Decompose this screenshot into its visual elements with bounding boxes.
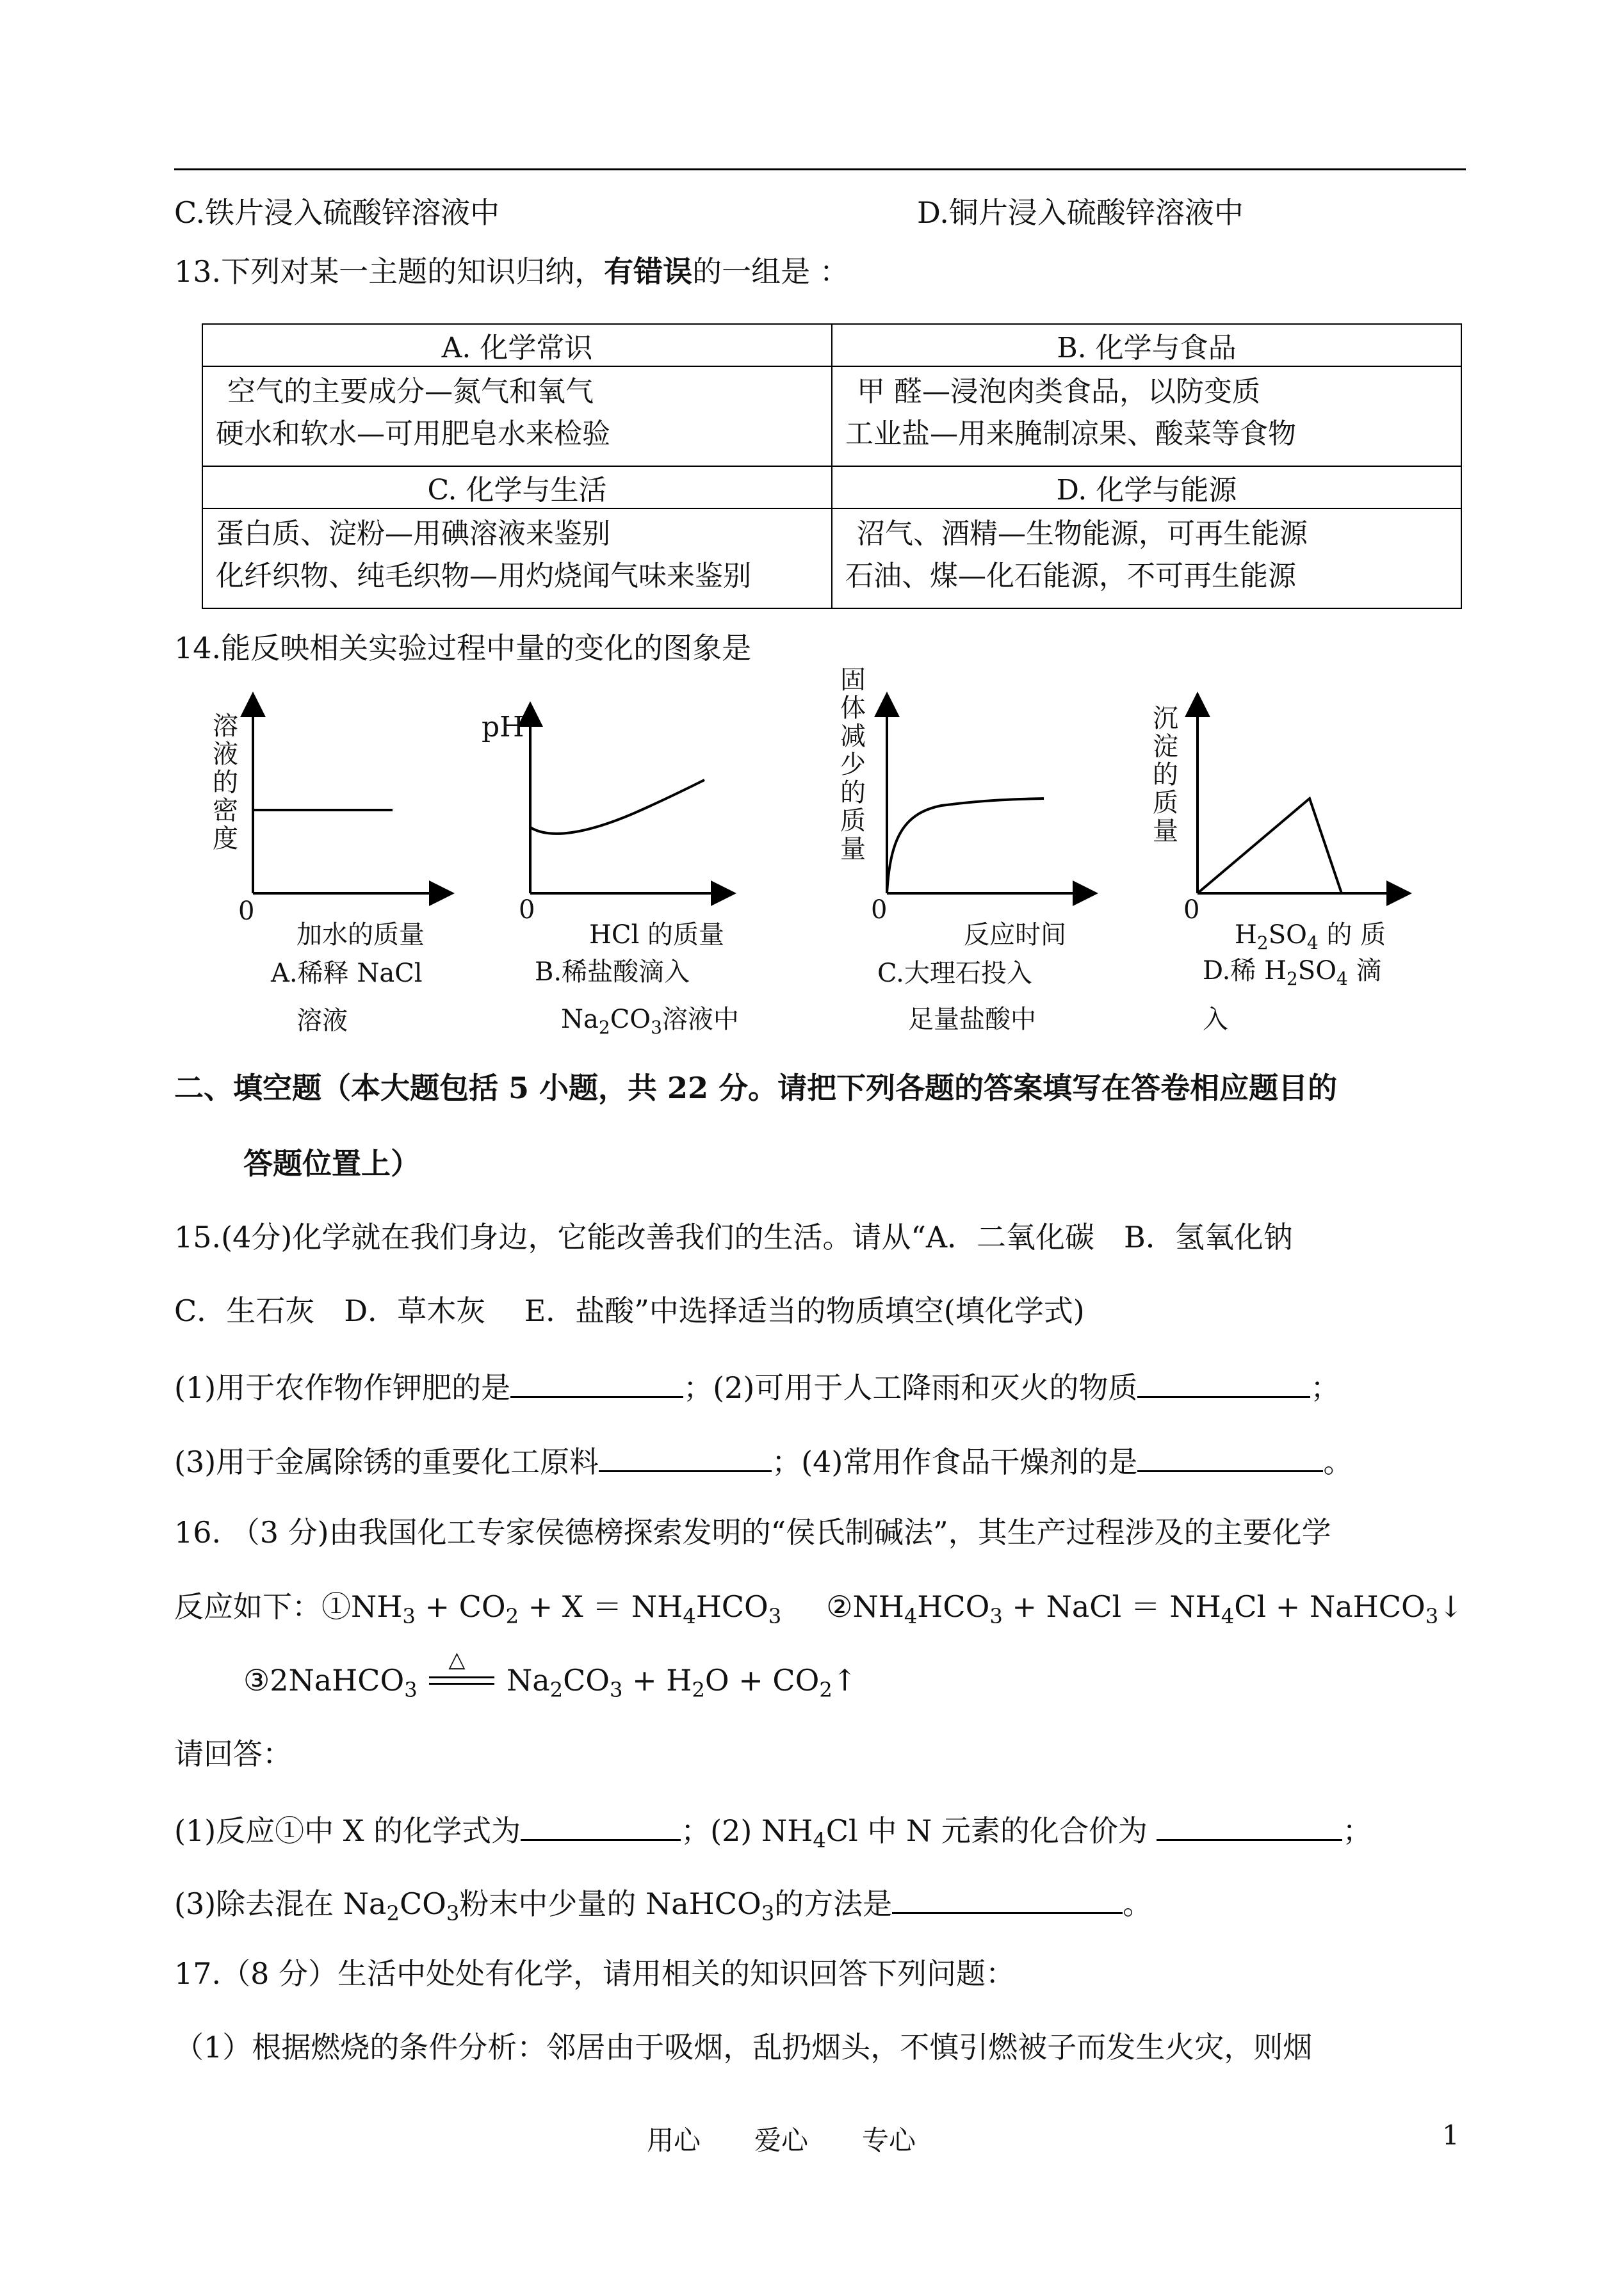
q15-blank-1[interactable] <box>510 1366 683 1398</box>
graph-b <box>530 714 724 893</box>
q15-blank-4[interactable] <box>1137 1441 1323 1472</box>
q12-option-d: D.铜片浸入硫酸锌溶液中 <box>917 195 1244 230</box>
graph-a-origin: 0 <box>238 896 255 926</box>
section2-heading-line1: 二、填空题（本大题包括 5 小题，共 22 分。请把下列各题的答案填写在答卷相应题目的 <box>174 1071 1338 1105</box>
q12-option-c: C.铁片浸入硫酸锌溶液中 <box>174 195 500 230</box>
graph-c <box>887 704 1085 893</box>
q13-stem: 13.下列对某一主题的知识归纳，有错误的一组是 ： <box>174 254 849 289</box>
q15-line3: (1)用于农作物作钾肥的是 ；(2)可用于人工降雨和灭火的物质 ； <box>174 1366 1340 1406</box>
q13-cell-d: 沼气、酒精—生物能源，可再生能源 石油、煤—化石能源，不可再生能源 <box>832 508 1461 608</box>
q16-ask: 请回答： <box>174 1737 292 1771</box>
graph-a <box>253 704 442 893</box>
graph-a-caption-2: 溶液 <box>296 1006 348 1035</box>
graph-c-xlabel: 反应时间 <box>964 920 1066 950</box>
q16-answer-line-2: (3)除去混在 $Na_2CO_3$粉末中少量的 NaHCO$_3$的方法是 。 <box>174 1883 1152 1926</box>
q13-cell-a: 空气的主要成分—氮气和氧气 硬水和软水—可用肥皂水来检验 <box>202 366 832 466</box>
q15-line1: 15.(4分)化学就在我们身边，它能改善我们的生活。请从“A．二氧化碳 B．氢氧化钠 <box>174 1220 1293 1254</box>
q17-line2: （1）根据燃烧的条件分析：邻居由于吸烟，乱扔烟头，不慎引燃被子而发生火灾，则烟 <box>174 2030 1313 2064</box>
footer-motto: 用心 爱心 专心 <box>647 2125 916 2156</box>
q16-reaction-3: ③2NaHCO$_3$ △ $Na_2CO_3 + H_2O$ + $CO_2↑$ <box>243 1647 857 1703</box>
graph-b-xlabel: HCl 的质量 <box>589 920 724 950</box>
graph-a-caption-1: A.稀释 NaCl <box>271 959 423 988</box>
graph-c-caption-1: C.大理石投入 <box>877 959 1032 988</box>
q16-blank-1[interactable] <box>521 1810 681 1841</box>
q15-line2: C．生石灰 D．草木灰 E．盐酸”中选择适当的物质填空(填化学式) <box>174 1293 1085 1328</box>
graph-a-ylabel: 溶液的密度 <box>213 711 238 854</box>
q14-stem: 14.能反映相关实验过程中量的变化的图象是 <box>174 631 752 665</box>
q16-line1: 16. （3 分)由我国化工专家侯德榜探索发明的“侯氏制碱法”，其生产过程涉及的主要化学 <box>174 1515 1331 1550</box>
graph-d <box>1198 704 1399 893</box>
q13-head-a: A. 化学常识 <box>202 324 832 366</box>
q13-head-d: D. 化学与能源 <box>832 466 1461 508</box>
graph-b-caption-2: $Na_2CO_3$溶液中 <box>561 1005 739 1038</box>
q13-cell-b: 甲 醛—浸泡肉类食品，以防变质 工业盐—用来腌制凉果、酸菜等食物 <box>832 366 1461 466</box>
q16-blank-2[interactable] <box>1157 1810 1342 1841</box>
q13-head-b: B. 化学与食品 <box>832 324 1461 366</box>
graph-b-curve <box>530 780 704 834</box>
q13-head-c: C. 化学与生活 <box>202 466 832 508</box>
q15-blank-3[interactable] <box>599 1441 772 1472</box>
heat-equals-sign: △ <box>426 1661 497 1691</box>
section2-heading-line2: 答题位置上） <box>243 1146 420 1181</box>
graph-c-ylabel: 固体减少的质量 <box>840 665 866 864</box>
q15-line4: (3)用于金属除锈的重要化工原料 ；(4)常用作食品干燥剂的是 。 <box>174 1441 1352 1480</box>
graph-b-origin: 0 <box>519 895 535 925</box>
q15-blank-2[interactable] <box>1137 1366 1310 1398</box>
graph-d-origin: 0 <box>1183 895 1200 925</box>
graph-a-xlabel: 加水的质量 <box>296 920 425 950</box>
page-number: 1 <box>1442 2120 1459 2151</box>
graph-c-caption-2: 足量盐酸中 <box>908 1005 1036 1034</box>
q16-answer-line-1: (1)反应①中 X 的化学式为 ；(2) $NH_4Cl$ 中 N 元素的化合价为 ； <box>174 1810 1372 1853</box>
q17-line1: 17.（8 分）生活中处处有化学，请用相关的知识回答下列问题： <box>174 1956 1016 1991</box>
graph-b-caption-1: B.稀盐酸滴入 <box>535 957 690 987</box>
q16-blank-3[interactable] <box>892 1883 1123 1914</box>
graph-d-caption-2: 入 <box>1203 1005 1228 1034</box>
graph-d-ylabel: 沉淀的质量 <box>1153 704 1178 846</box>
q13-cell-c: 蛋白质、淀粉—用碘溶液来鉴别 化纤织物、纯毛织物—用灼烧闻气味来鉴别 <box>202 508 832 608</box>
graph-b-ylabel: pH <box>482 711 524 743</box>
graph-c-origin: 0 <box>871 895 888 925</box>
graph-c-curve <box>887 799 1044 893</box>
graph-d-caption-1: D.稀 $H_2SO_4$ 滴 <box>1203 956 1382 989</box>
q16-reaction-1-2: 反应如下：$①NH_3 + CO_2 + X = NH_4HCO_3$ $②NH_4HCO_3$ + NaCl ＝ $NH_4Cl$ + NaHCO$_3$↓ <box>174 1589 1463 1629</box>
graph-d-xlabel: $H_2SO_4$ 的 质 <box>1235 920 1386 953</box>
graph-d-curve <box>1198 799 1342 893</box>
